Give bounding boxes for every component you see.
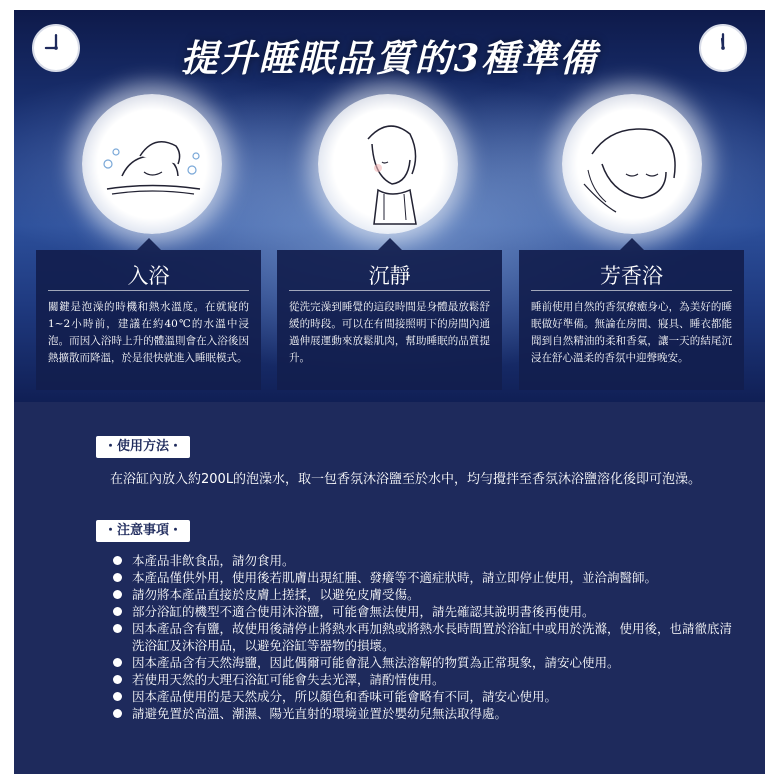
person-sleeping-icon [562,94,702,234]
notes-list [110,552,740,722]
note-text: 本產品僅供外用，使用後若肌膚出現紅腫、發癢等不適症狀時，請立即停止使用，並洽詢醫師。 [132,570,658,585]
card-title: 沉靜 [368,264,411,288]
bullet-icon [113,675,122,684]
bullet-icon [113,692,122,701]
note-text: 部分浴缸的機型不適合使用沐浴鹽，可能會無法使用，請先確認其說明書後再使用。 [132,604,595,619]
list-item [110,552,740,569]
bullet-icon [113,556,122,565]
list-item [110,671,740,688]
card-bath [36,250,261,390]
bullet-icon [113,590,122,599]
list-item [110,569,740,586]
note-text: 本產品非飲食品，請勿食用。 [132,553,295,568]
list-item [110,603,740,620]
note-text: 因本產品含有鹽，故使用後請停止將熱水再加熱或將熱水長時間置於浴缸中或用於洗滌，使用後，也請徹底清洗浴缸及沐浴用品，以避免浴缸等器物的損壞。 [132,621,733,653]
bullet-icon [113,624,122,633]
card-body: 睡前使用自然的香氛療癒身心，為美好的睡眠做好準備。無論在房間、寢具、睡衣都能聞到自然精油的柔和香氣，讓一天的結尾沉浸在舒心溫柔的香氛中迎聲晚安。 [531,301,732,364]
card-body: 從洗完澡到睡覺的這段時間是身體最放鬆舒緩的時段。可以在有間接照明下的房間內通過伸展運動來放鬆肌肉，幫助睡眠的品質提升。 [289,301,490,364]
note-text: 請避免置於高溫、潮濕、陽光直射的環境並置於嬰幼兒無法取得處。 [132,706,508,721]
note-text: 因本產品使用的是天然成分，所以顏色和香味可能會略有不同，請安心使用。 [132,689,558,704]
card-body: 關鍵是泡澡的時機和熱水溫度。在就寢的1~2小時前，建議在約40℃的水溫中浸泡。而因入浴時上升的體溫則會在入浴後因熱擴散而降溫，於是很快就進入睡眠模式。 [48,301,249,364]
list-item [110,620,740,654]
person-with-towel-icon [318,94,458,234]
list-item [110,688,740,705]
note-text: 請勿將本產品直接於皮膚上搓揉，以避免皮膚受傷。 [132,587,420,602]
card-title: 芳香浴 [600,264,663,288]
card-aroma-bath [519,250,744,390]
card-pointer [378,238,402,250]
usage-heading: ・使用方法・ [96,436,190,458]
bullet-icon [113,607,122,616]
card-pointer [620,238,644,250]
list-item [110,654,740,671]
card-title: 入浴 [127,264,170,288]
bullet-icon [113,709,122,718]
notes-heading: ・注意事項・ [96,520,190,542]
card-pointer [137,238,161,250]
page-title: 提升睡眠品質的3種準備 [180,36,599,80]
card-calm [277,250,502,390]
list-item [110,705,740,722]
bullet-icon [113,573,122,582]
note-text: 因本產品含有天然海鹽，因此偶爾可能會混入無法溶解的物質為正常現象，請安心使用。 [132,655,620,670]
note-text: 若使用天然的大理石浴缸可能會失去光澤，請酌情使用。 [132,672,445,687]
info-section [14,402,765,774]
list-item [110,586,740,603]
hero-banner [14,10,765,402]
bullet-icon [113,658,122,667]
usage-text: 在浴缸內放入約200L的泡澡水，取一包香氛沐浴鹽至於水中，均勻攪拌至香氛沐浴鹽溶化後即可泡澡。 [110,472,702,487]
person-bathing-icon [82,94,222,234]
